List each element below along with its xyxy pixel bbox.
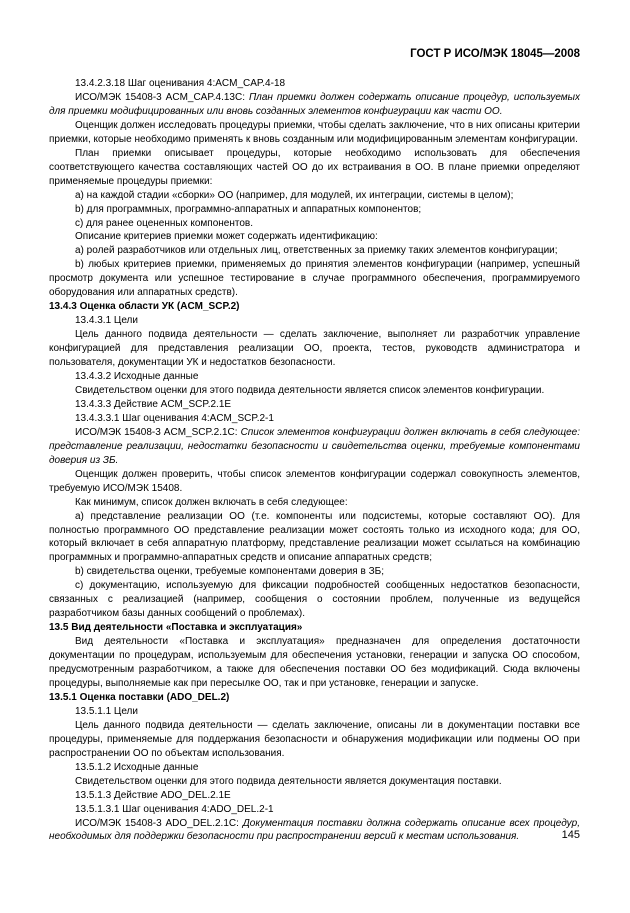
- requirement-paragraph: [49, 817, 580, 845]
- paragraph: 13.5.1.2 Исходные данные: [75, 761, 199, 773]
- paragraph: c) для ранее оцененных компонентов.: [75, 217, 253, 229]
- paragraph: 13.5.1.3.1 Шаг оценивания 4:ADO_DEL.2-1: [75, 803, 274, 815]
- section-heading: 13.5 Вид деятельности «Поставка и эксплуатация»: [49, 622, 303, 634]
- requirement-paragraph: [49, 91, 580, 119]
- paragraph: 13.4.3.3 Действие ACM_SCP.2.1E: [75, 398, 232, 410]
- paragraph: 13.5.1.1 Цели: [75, 705, 138, 717]
- section-heading: 13.4.3 Оценка области УК (ACM_SCP.2): [49, 301, 240, 313]
- paragraph: 13.5.1.3 Действие ADO_DEL.2.1E: [75, 789, 231, 801]
- requirement-text: Документация поставки должна содержать описание всех процедур, необходимых для поддержки безопасности при распространении версий к местам использования.: [49, 817, 580, 843]
- requirement-paragraph: [49, 426, 580, 468]
- paragraph: 13.4.3.2 Исходные данные: [75, 371, 199, 383]
- page-number: 145: [561, 829, 580, 841]
- paragraph: Свидетельством оценки для этого подвида деятельности является документация поставки.: [75, 775, 502, 787]
- paragraph: Цель данного подвида деятельности — сделать заключение, выполняет ли разработчик управление конфигурацией для представления реализации ОО, проекта, тестов, руководств администратора и пользователя, документации УК и недостатков безопасности.: [49, 329, 580, 369]
- paragraph: 13.4.2.3.18 Шаг оценивания 4:ACM_CAP.4-18: [75, 78, 286, 89]
- paragraph: b) любых критериев приемки, применяемых до принятия элементов конфигурации (например, успешный просмотр документа или успешное тестирование в случае программного обеспечения, программируемого оборудования или аппаратных средств).: [49, 259, 580, 299]
- paragraph: Вид деятельности «Поставка и эксплуатация» предназначен для определения достаточности документации по процедурам, используемым для обеспечения установки, генерации и запуска ОО способом, предусмотренным разработчиком, а также для обеспечения поставки ОО без модификаций. Сюда включены процедуры, выполняемые как при пересылке ОО, так и при установке, генерации и запуске.: [49, 636, 580, 689]
- section-heading: 13.5.1 Оценка поставки (ADO_DEL.2): [49, 691, 230, 703]
- paragraph: a) на каждой стадии «сборки» ОО (например, для модулей, их интеграции, системы в целом);: [75, 189, 514, 201]
- paragraph: a) представление реализации ОО (т.е. компоненты или подсистемы, которые составляют ОО). Для полностью программного ОО представление реализации может состоять только из исходного кода; для ОО, который включает в себя аппаратную платформу, представление реализации может ссылаться на комбинацию программных и программно-аппаратных средств и описание аппаратных средств;: [49, 510, 580, 564]
- requirement-text: План приемки должен содержать описание процедур, используемых для приемки модифицированных или вновь созданных элементов конфигурации как части ОО.: [49, 91, 581, 117]
- paragraph: Свидетельством оценки для этого подвида деятельности является список элементов конфигурации.: [75, 384, 545, 396]
- paragraph: Как минимум, список должен включать в себя следующее:: [75, 496, 348, 508]
- requirement-ref: ИСО/МЭК 15408-3 ADO_DEL.2.1C:: [75, 817, 243, 829]
- paragraph: 13.4.3.1 Цели: [75, 315, 138, 327]
- requirement-ref: ИСО/МЭК 15408-3 ACM_CAP.4.13C:: [75, 91, 249, 103]
- paragraph: b) свидетельства оценки, требуемые компонентами доверия в ЗБ;: [75, 566, 384, 578]
- requirement-ref: ИСО/МЭК 15408-3 ACM_SCP.2.1C:: [75, 426, 241, 438]
- paragraph: Оценщик должен проверить, чтобы список элементов конфигурации содержал совокупность элементов, требуемую ИСО/МЭК 15408.: [49, 468, 580, 494]
- requirement-text: Список элементов конфигурации должен включать в себя следующее: представление реализации, недостатки безопасности и свидетельства оценки, требуемые компонентами доверия из ЗБ.: [49, 426, 581, 466]
- paragraph: a) ролей разработчиков или отдельных лиц, ответственных за приемку таких элементов конфигурации;: [75, 245, 558, 257]
- document-body: [49, 77, 580, 844]
- paragraph: Оценщик должен исследовать процедуры приемки, чтобы сделать заключение, что в них описаны критерии приемки, которые необходимо применять к вновь созданным или модифицированным элементам конфигурации.: [49, 119, 580, 145]
- paragraph: Цель данного подвида деятельности — сделать заключение, описаны ли в документации поставки все процедуры, применяемые для поддержания безопасности и обнаружения модификации или подмены ОО при распространении ОО по объектам использования.: [49, 719, 580, 759]
- paragraph: c) документацию, используемую для фиксации подробностей сообщенных недостатков безопасности, связанных с реализацией (например, сообщения о состоянии проблем, полученные из ведущейся разработчиком базы данных сообщений о проблемах).: [49, 580, 580, 620]
- paragraph: Описание критериев приемки может содержать идентификацию:: [75, 231, 378, 243]
- paragraph: 13.4.3.3.1 Шаг оценивания 4:ACM_SCP.2-1: [75, 412, 274, 424]
- paragraph: b) для программных, программно-аппаратных и аппаратных компонентов;: [75, 203, 422, 215]
- paragraph: План приемки описывает процедуры, которые необходимо использовать для обеспечения соответствующего качества составляющих частей ОО до их встраивания в ОО. В плане приемки определяют применяемые процедуры приемки:: [49, 147, 580, 187]
- document-header: ГОСТ Р ИСО/МЭК 18045—2008: [410, 48, 580, 60]
